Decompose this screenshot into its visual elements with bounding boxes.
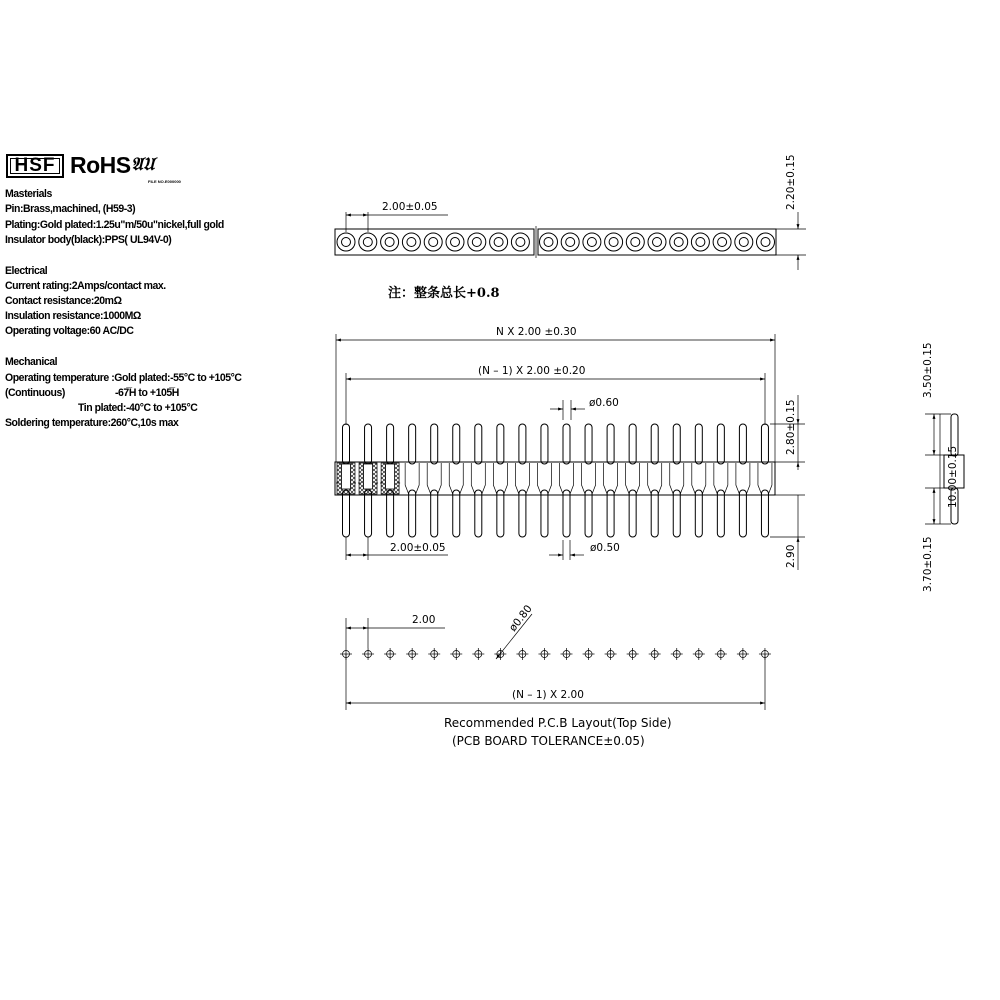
top-contact-inner — [429, 238, 438, 247]
top-contact-outer — [605, 233, 623, 251]
contact-socket — [364, 464, 373, 489]
side-lower-label: 3.70±0.15 — [922, 536, 934, 592]
contact-outline — [714, 463, 728, 494]
pcb-hole-label: ø0.80 — [506, 602, 535, 634]
upper-pin — [739, 424, 746, 464]
front-view-pins — [336, 424, 772, 537]
pcb-caption: Recommended P.C.B Layout(Top Side) — [444, 716, 672, 730]
lower-pin — [695, 490, 702, 537]
upper-len-label: 2.80±0.15 — [785, 399, 797, 455]
contact-outline — [604, 463, 618, 494]
upper-pin — [761, 424, 768, 464]
spec-voltage: Operating voltage:60 AC/DC — [5, 324, 134, 338]
pcb-span-label: (N – 1) X 2.00 — [512, 689, 584, 701]
contact-outline — [493, 463, 507, 494]
top-contact-outer — [735, 233, 753, 251]
top-contact-inner — [516, 238, 525, 247]
top-contact-inner — [718, 238, 727, 247]
top-contact-outer — [561, 233, 579, 251]
lower-pin — [519, 490, 526, 537]
lower-pin — [475, 490, 482, 537]
side-upper-label: 3.50±0.15 — [922, 342, 934, 398]
contact-outline — [537, 463, 551, 494]
top-contact-inner — [566, 238, 575, 247]
top-contact-outer — [381, 233, 399, 251]
contact-outline — [560, 463, 574, 494]
top-contact-inner — [609, 238, 618, 247]
top-contact-inner — [631, 238, 640, 247]
top-contact-outer — [540, 233, 558, 251]
spec-operating-temperature: Operating temperature :Gold plated:-55°C to +105°C — [5, 371, 242, 385]
front-span-label: (N – 1) X 2.00 ±0.20 — [478, 365, 586, 377]
spec-pin: Pin:Brass,machined, (H59-3) — [5, 202, 136, 216]
lower-pitch-label: 2.00±0.05 — [390, 542, 446, 554]
materials-heading: Masterials — [5, 187, 52, 201]
top-height-label: 2.20±0.15 — [785, 154, 797, 210]
upper-pin — [431, 424, 438, 464]
upper-pin — [585, 424, 592, 464]
top-contact-inner — [653, 238, 662, 247]
spec-operating-temperature-2: -67̅H to +105̅H — [115, 386, 179, 400]
top-contact-outer — [446, 233, 464, 251]
lower-pin — [365, 490, 372, 537]
contact-outline — [582, 463, 596, 494]
top-contact-outer — [626, 233, 644, 251]
lower-pin — [387, 490, 394, 537]
spec-tin-plated: Tin plated:-40°C to +105°C — [78, 401, 198, 415]
top-view-contacts — [337, 233, 775, 251]
top-contact-outer — [359, 233, 377, 251]
upper-pin — [541, 424, 548, 464]
upper-pin — [629, 424, 636, 464]
upper-pin — [475, 424, 482, 464]
contact-outline — [515, 463, 529, 494]
top-contact-inner — [544, 238, 553, 247]
contact-socket — [386, 464, 395, 489]
rohs-logo: RoHS — [70, 152, 131, 178]
contact-outline — [405, 463, 419, 494]
contact-outline — [648, 463, 662, 494]
mechanical-heading: Mechanical — [5, 355, 58, 369]
lower-pin — [343, 490, 350, 537]
lower-pin — [409, 490, 416, 537]
upper-pin — [365, 424, 372, 464]
spec-current: Current rating:2Amps/contact max. — [5, 279, 166, 293]
top-contact-inner — [407, 238, 416, 247]
lower-pin — [497, 490, 504, 537]
top-contact-inner — [761, 238, 770, 247]
lower-pin — [541, 490, 548, 537]
contact-outline — [670, 463, 684, 494]
lower-pin — [629, 490, 636, 537]
top-contact-inner — [472, 238, 481, 247]
upper-pin — [651, 424, 658, 464]
contact-outline — [471, 463, 485, 494]
upper-pin — [387, 424, 394, 464]
front-total-label: N X 2.00 ±0.30 — [496, 326, 577, 338]
lower-pin — [431, 490, 438, 537]
contact-outline — [449, 463, 463, 494]
pcb-pitch-label: 2.00 — [412, 614, 436, 626]
contact-outline — [736, 463, 750, 494]
top-contact-inner — [587, 238, 596, 247]
spec-continuous: (Continuous) — [5, 386, 65, 400]
upper-pin — [607, 424, 614, 464]
spec-insulation-resistance: Insulation resistance:1000MΩ — [5, 309, 141, 323]
top-contact-outer — [648, 233, 666, 251]
upper-pin — [453, 424, 460, 464]
top-contact-outer — [511, 233, 529, 251]
lower-pin — [673, 490, 680, 537]
lower-pin — [739, 490, 746, 537]
side-view — [922, 342, 964, 592]
contact-outline — [626, 463, 640, 494]
top-view — [335, 154, 806, 301]
pcb-holes — [340, 648, 771, 660]
insulator-body — [335, 462, 775, 495]
top-contact-outer — [424, 233, 442, 251]
top-contact-inner — [451, 238, 460, 247]
spec-contact-resistance: Contact resistance:20mΩ — [5, 294, 122, 308]
side-total-label: 10.00±0.15 — [947, 445, 959, 508]
front-view — [335, 326, 805, 570]
top-contact-outer — [713, 233, 731, 251]
lower-pin — [563, 490, 570, 537]
upper-pin — [519, 424, 526, 464]
lower-pin — [607, 490, 614, 537]
upper-pin — [497, 424, 504, 464]
spec-soldering: Soldering temperature:260°C,10s max — [5, 416, 179, 430]
lower-pin — [717, 490, 724, 537]
lower-pin — [761, 490, 768, 537]
lower-pin — [585, 490, 592, 537]
top-contact-outer — [490, 233, 508, 251]
top-contact-inner — [363, 238, 372, 247]
top-contact-inner — [342, 238, 351, 247]
upper-pin — [673, 424, 680, 464]
lower-len-label: 2.90 — [785, 544, 797, 568]
pcb-layout — [340, 603, 771, 748]
lower-pin — [453, 490, 460, 537]
upper-pin — [695, 424, 702, 464]
top-contact-inner — [674, 238, 683, 247]
upper-pin — [343, 424, 350, 464]
spec-plating: Plating:Gold plated:1.25u"m/50u"nickel,full gold — [5, 218, 224, 232]
top-contact-outer — [468, 233, 486, 251]
ul-recognized-logo: 𝔄𝔘 — [131, 154, 155, 175]
top-contact-inner — [385, 238, 394, 247]
length-note: 注：整条总长+0.8 — [388, 286, 500, 301]
top-contact-inner — [696, 238, 705, 247]
lower-pin — [651, 490, 658, 537]
top-contact-outer — [583, 233, 601, 251]
pcb-tolerance: (PCB BOARD TOLERANCE±0.05) — [452, 734, 645, 748]
lower-dia-label: ø0.50 — [590, 542, 620, 554]
upper-pin — [563, 424, 570, 464]
top-contact-inner — [739, 238, 748, 247]
hsf-logo: HSF — [6, 154, 64, 178]
top-contact-outer — [402, 233, 420, 251]
contact-outline — [758, 463, 772, 494]
contact-socket — [342, 464, 351, 489]
upper-pin — [409, 424, 416, 464]
electrical-heading: Electrical — [5, 264, 48, 278]
ul-file-number: FILE NO.E000000 — [148, 179, 181, 184]
top-contact-outer — [691, 233, 709, 251]
top-contact-outer — [337, 233, 355, 251]
top-contact-inner — [494, 238, 503, 247]
contact-outline — [427, 463, 441, 494]
upper-dia-label: ø0.60 — [589, 397, 619, 409]
top-contact-outer — [670, 233, 688, 251]
top-pitch-label: 2.00±0.05 — [382, 201, 438, 213]
contact-outline — [692, 463, 706, 494]
spec-insulator: Insulator body(black):PPS( UL94V-0) — [5, 233, 172, 247]
top-contact-outer — [757, 233, 775, 251]
upper-pin — [717, 424, 724, 464]
